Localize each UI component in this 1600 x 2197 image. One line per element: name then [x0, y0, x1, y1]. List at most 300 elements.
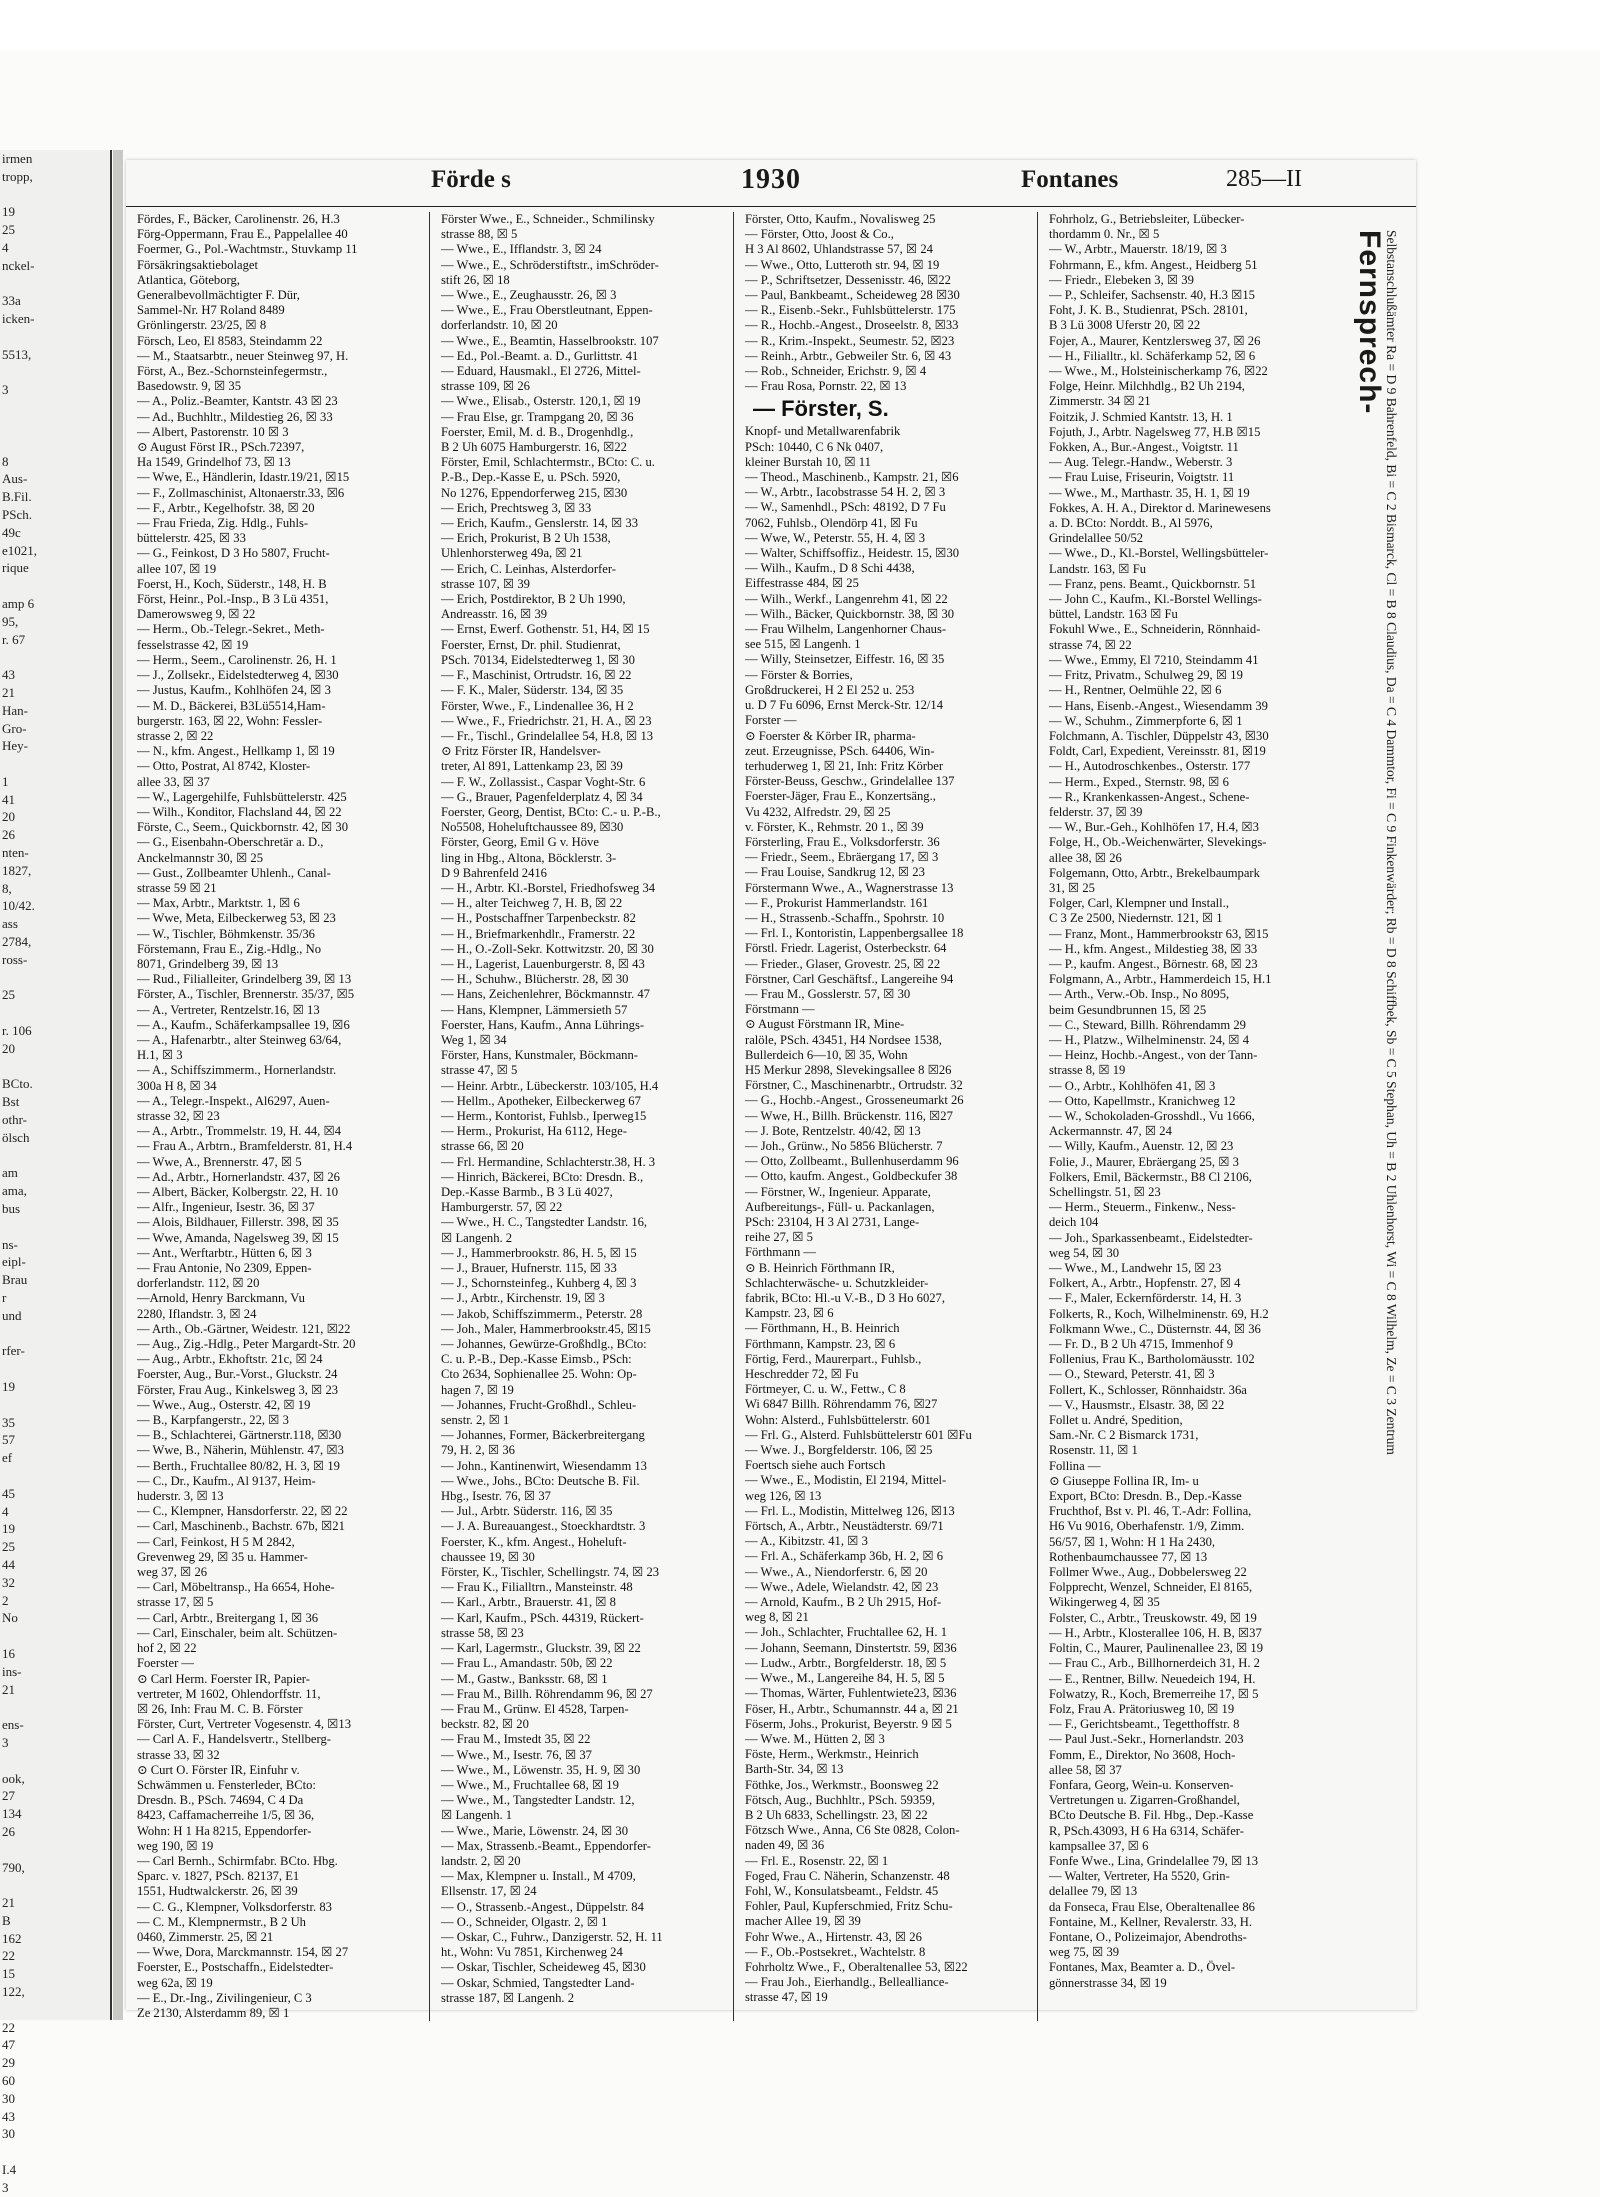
- header-first-entry: Förde s: [431, 166, 511, 193]
- directory-entry-line: Vertretungen u. Zigarren-Großhandel,: [1049, 1793, 1240, 1808]
- previous-page-fragment: [0, 577, 110, 595]
- directory-entry-line: — Arth., Verw.-Ob. Insp., No 8095,: [1049, 987, 1230, 1002]
- directory-entry-line: Foerster, Ernst, Dr. phil. Studienrat,: [441, 637, 621, 652]
- directory-entry-line: — Oskar, C., Fuhrw., Danzigerstr. 52, H. 11: [441, 1929, 663, 1944]
- directory-entry-line: — Förster, S.: [753, 396, 889, 422]
- directory-entry-line: dorferlandstr. 112, ☒ 20: [137, 1276, 260, 1291]
- directory-entry-line: — Wwe., E., Zeughausstr. 26, ☒ 3: [441, 288, 617, 303]
- directory-entry-line: — Wwe., E., Frau Oberstleutnant, Eppen-: [441, 303, 653, 318]
- directory-entry-line: — H., Arbtr. Kl.-Borstel, Friedhofsweg 34: [441, 880, 656, 895]
- directory-entry-line: — W., Samenhdl., PSch: 48192, D 7 Fu: [745, 500, 946, 515]
- directory-entry-line: Förstl. Friedr. Lagerist, Osterbeckstr. 64: [745, 941, 947, 956]
- directory-entry-line: — Frl. Hermandine, Schlachterstr.38, H. 3: [441, 1154, 656, 1169]
- directory-entry-line: — Aug., Zig.-Hdlg., Peter Margardt-Str. 20: [137, 1337, 356, 1352]
- previous-page-fragment: ns-: [2, 1236, 18, 1252]
- directory-entry-line: Sam.-Nr. C 2 Bismarck 1731,: [1049, 1428, 1199, 1443]
- directory-entry-line: Bullerdeich 6—10, ☒ 35, Wohn: [745, 1047, 908, 1062]
- directory-entry-line: allee 33, ☒ 37: [137, 774, 210, 789]
- directory-entry-line: — Hinrich, Bäckerei, BCto: Dresdn. B.,: [441, 1169, 644, 1184]
- directory-entry-line: weg 126, ☒ 13: [745, 1488, 822, 1503]
- directory-entry-line: ht., Wohn: Vu 7851, Kirchenweg 24: [441, 1945, 623, 1960]
- directory-entry-line: — H., Arbtr., Klosterallee 106, H. B, ☒37: [1049, 1625, 1262, 1640]
- directory-entry-line: — Alfr., Ingenieur, Isestr. 36, ☒ 37: [137, 1200, 315, 1215]
- previous-page-fragment: 134: [2, 1806, 22, 1822]
- directory-entry-line: — Herm., Steuerm., Finkenw., Ness-: [1049, 1200, 1236, 1215]
- directory-entry-line: — Wwe., M., Landwehr 15, ☒ 23: [1049, 1261, 1222, 1276]
- directory-entry-line: Foged, Frau C. Näherin, Schanzenstr. 48: [745, 1868, 950, 1883]
- directory-entry-line: Försch, Leo, El 8583, Steindamm 22: [137, 333, 323, 348]
- directory-entry-line: Föserm, Johs., Prokurist, Beyerstr. 9 ☒ 5: [745, 1716, 952, 1731]
- directory-entry-line: Förstmann —: [745, 1002, 815, 1017]
- directory-entry-line: Ellsenstr. 17, ☒ 24: [441, 1884, 537, 1899]
- previous-page-fragment: 8,: [2, 880, 12, 896]
- directory-entry-line: Follert, K., Schlosser, Rönnhaidstr. 36a: [1049, 1382, 1247, 1397]
- previous-page-fragment: 25: [2, 1539, 15, 1555]
- directory-entry-line: — John., Kantinenwirt, Wiesendamm 13: [441, 1458, 647, 1473]
- directory-entry-line: — R., Eisenb.-Sekr., Fuhlsbüttelerstr. 175: [745, 303, 956, 318]
- directory-entry-line: — Carl Bernh., Schirmfabr. BCto. Hbg.: [137, 1853, 338, 1868]
- directory-entry-line: — H., Postschaffner Tarpenbeckstr. 82: [441, 911, 636, 926]
- directory-entry-line: — G., Eisenbahn-Oberschretär a. D.,: [137, 835, 324, 850]
- page-header: [126, 160, 1416, 207]
- directory-entry-line: C 3 Ze 2500, Niedernstr. 121, ☒ 1: [1049, 911, 1223, 926]
- directory-entry-line: — Alois, Bildhauer, Fillerstr. 398, ☒ 35: [137, 1215, 339, 1230]
- previous-page-fragment: 20: [2, 809, 15, 825]
- directory-entry-line: P.-B., Dep.-Kasse E, u. PSch. 5920,: [441, 470, 621, 485]
- directory-entry-line: Förster, K., Tischler, Schellingstr. 74, ☒ 23: [441, 1565, 660, 1580]
- directory-entry-line: — H., Filialltr., kl. Schäferkamp 52, ☒ 6: [1049, 348, 1256, 363]
- directory-entry-line: — Wwe., Marie, Löwenstr. 24, ☒ 30: [441, 1823, 628, 1838]
- previous-page-fragment: Bst: [2, 1094, 20, 1110]
- previous-page-fragment: bus: [2, 1201, 21, 1217]
- directory-entry-line: — Frieder., Glaser, Grovestr. 25, ☒ 22: [745, 956, 941, 971]
- directory-entry-line: stift 26, ☒ 18: [441, 272, 510, 287]
- directory-entry-line: Sammel-Nr. H7 Roland 8489: [137, 303, 285, 318]
- directory-entry-line: — Wwe, A., Brennerstr. 47, ☒ 5: [137, 1154, 302, 1169]
- previous-page-fragment: e1021,: [2, 542, 38, 558]
- directory-entry-line: — Arnold, Kaufm., B 2 Uh 2915, Hof-: [745, 1595, 942, 1610]
- directory-entry-line: — Carl, Maschinenb., Bachstr. 67b, ☒21: [137, 1519, 345, 1534]
- previous-page-fragment: 21: [2, 1895, 15, 1911]
- previous-page-fragment: 25: [2, 222, 15, 238]
- previous-page-fragment: 790,: [2, 1859, 25, 1875]
- directory-entry-line: — Friedr., Elebeken 3, ☒ 39: [1049, 272, 1194, 287]
- directory-entry-line: — Ant., Werftarbtr., Hütten 6, ☒ 3: [137, 1245, 312, 1260]
- previous-page-fragment: [0, 1325, 110, 1343]
- directory-entry-line: H5 Merkur 2898, Slevekingsallee 8 ☒26: [745, 1062, 952, 1077]
- directory-entry-line: 0460, Zimmerstr. 25, ☒ 21: [137, 1929, 274, 1944]
- directory-entry-line: — J., Hammerbrookstr. 86, H. 5, ☒ 15: [441, 1245, 637, 1260]
- directory-entry-line: — Joh., Schlachter, Fruchtallee 62, H. 1: [745, 1625, 947, 1640]
- directory-entry-line: ⊙ August Först IR., PSch.72397,: [137, 440, 305, 455]
- previous-page-fragment: [0, 2143, 110, 2161]
- directory-entry-line: — W., Schokoladen-Grosshdl., Vu 1666,: [1049, 1108, 1255, 1123]
- directory-entry-line: — J. A. Bureauangest., Stoeckhardtstr. 3: [441, 1519, 646, 1534]
- directory-entry-line: — Friedr., Seem., Ebräergang 17, ☒ 3: [745, 850, 939, 865]
- directory-entry-line: — Otto, Kapellmstr., Kranichweg 12: [1049, 1093, 1236, 1108]
- directory-entry-line: Fohrmann, E., kfm. Angest., Heidberg 51: [1049, 257, 1258, 272]
- directory-entry-line: — F., Gerichtsbeamt., Tegetthoffstr. 8: [1049, 1717, 1240, 1732]
- directory-entry-line: Förster, Emil, Schlachtermstr., BCto: C. u.: [441, 455, 655, 470]
- previous-page-fragment: 45: [2, 1485, 15, 1501]
- previous-page-fragment: 19: [2, 204, 15, 220]
- directory-entry-line: — F., Arbtr., Kegelhofstr. 38, ☒ 20: [137, 500, 315, 515]
- directory-entry-line: Förster, Hans, Kunstmaler, Böckmann-: [441, 1048, 638, 1063]
- directory-entry-line: — O., Schneider, Olgastr. 2, ☒ 1: [441, 1914, 608, 1929]
- directory-entry-line: — H., O.-Zoll-Sekr. Kottwitzstr. 20, ☒ 30: [441, 941, 654, 956]
- previous-page-fragment: [0, 755, 110, 773]
- previous-page-fragment: 49c: [2, 524, 21, 540]
- previous-page-fragment: 19: [2, 1378, 15, 1394]
- directory-entry-line: — F., Ob.-Postsekret., Wachtelstr. 8: [745, 1944, 926, 1959]
- directory-entry-line: ⊙ Curt O. Förster IR, Einfuhr v.: [137, 1762, 300, 1777]
- directory-entry-line: Fohrholtz Wwe., F., Oberaltenallee 53, ☒22: [745, 1959, 968, 1974]
- previous-page-fragment: Brau: [2, 1272, 28, 1288]
- previous-page-fragment: 1827,: [2, 862, 32, 878]
- directory-entry-line: — Frl. G., Alsterd. Fuhlsbüttelerstr 601 ☒Fu: [745, 1427, 972, 1442]
- directory-entry-line: 56/57, ☒ 1, Wohn: H 1 Ha 2430,: [1049, 1534, 1216, 1549]
- directory-entry-line: Fokkes, A. H. A., Direktor d. Marinewesens: [1049, 500, 1271, 515]
- directory-entry-line: Export, BCto: Dresdn. B., Dep.-Kasse: [1049, 1489, 1242, 1504]
- scan-margin: [0, 0, 1600, 50]
- directory-entry-line: Schlachterwäsche- u. Schutzkleider-: [745, 1275, 929, 1290]
- directory-entry-line: Förster, A., Tischler, Brennerstr. 35/37, ☒5: [137, 987, 355, 1002]
- directory-entry-line: Föste, Herm., Werkmstr., Heinrich: [745, 1747, 919, 1762]
- previous-page-fragment: nckel-: [2, 257, 35, 273]
- directory-entry-line: ⊙ Foerster & Körber IR, pharma-: [745, 728, 916, 743]
- directory-entry-line: — P., Schleifer, Sachsenstr. 40, H.3 ☒15: [1049, 288, 1255, 303]
- previous-page-fragment: [0, 1360, 110, 1378]
- directory-entry-line: see 515, ☒ Langenh. 1: [745, 637, 861, 652]
- directory-entry-line: weg 190, ☒ 19: [137, 1838, 214, 1853]
- directory-entry-line: H.1, ☒ 3: [137, 1048, 183, 1063]
- side-legend-title: Fernsprech-: [1353, 230, 1386, 415]
- previous-page-fragment: [0, 1841, 110, 1859]
- directory-entry-line: — Willy, Steinsetzer, Eiffestr. 16, ☒ 35: [745, 652, 945, 667]
- directory-entry-line: — H., alter Teichweg 7, H. B, ☒ 22: [441, 896, 623, 911]
- directory-entry-line: — Carl, Möbeltransp., Ha 6654, Hohe-: [137, 1580, 335, 1595]
- directory-entry-line: weg 8, ☒ 21: [745, 1610, 809, 1625]
- directory-entry-line: — Karl., Arbtr., Brauerstr. 41, ☒ 8: [441, 1595, 616, 1610]
- directory-entry-line: — Frau A., Arbtrn., Bramfelderstr. 81, H.4: [137, 1139, 353, 1154]
- directory-entry-line: büttelerstr. 425, ☒ 33: [137, 531, 246, 546]
- directory-entry-line: — A., Vertreter, Rentzelstr.16, ☒ 13: [137, 1002, 320, 1017]
- directory-entry-line: — Ludw., Arbtr., Borgfelderstr. 18, ☒ 5: [745, 1655, 947, 1670]
- previous-page-fragment: 22: [2, 2019, 15, 2035]
- directory-entry-line: Förstemann, Frau E., Zig.-Hdlg., No: [137, 941, 321, 956]
- directory-entry-line: Basedowstr. 9, ☒ 35: [137, 379, 241, 394]
- directory-entry-line: Weg 1, ☒ 34: [441, 1032, 507, 1047]
- directory-entry-line: — C., Dr., Kaufm., Al 9137, Heim-: [137, 1473, 316, 1488]
- directory-entry-line: — Paul Just.-Sekr., Hornerlandstr. 203: [1049, 1732, 1244, 1747]
- directory-entry-line: — Wwe, H., Billh. Brückenstr. 116, ☒27: [745, 1108, 953, 1123]
- directory-entry-line: Folge, Heinr. Milchhdlg., B2 Uh 2194,: [1049, 379, 1245, 394]
- previous-page-fragment: 21: [2, 1681, 15, 1697]
- directory-entry-line: Wohn: Alsterd., Fuhlsbüttelerstr. 601: [745, 1412, 931, 1427]
- directory-entry-line: — Wwe., M., Marthastr. 35, H. 1, ☒ 19: [1049, 485, 1250, 500]
- directory-entry-line: Folgemann, Otto, Arbtr., Brekelbaumpark: [1049, 865, 1260, 880]
- directory-entry-line: — A., Telegr.-Inspekt., Al6297, Auen-: [137, 1093, 330, 1108]
- directory-entry-line: — Aug. Telegr.-Handw., Weberstr. 3: [1049, 455, 1233, 470]
- directory-entry-line: Fojuth, J., Arbtr. Nagelsweg 77, H.B ☒15: [1049, 424, 1261, 439]
- directory-entry-line: Först, Heinr., Pol.-Insp., B 3 Lü 4351,: [137, 592, 329, 607]
- directory-entry-line: — Willy, Kaufm., Auenstr. 12, ☒ 23: [1049, 1139, 1234, 1154]
- directory-entry-line: — Wilh., Werkf., Langenrehm 41, ☒ 22: [745, 591, 948, 606]
- directory-entry-line: Foerster, Emil, M. d. B., Drogenhdlg.,: [441, 424, 634, 439]
- directory-entry-line: Follet u. André, Spedition,: [1049, 1413, 1183, 1428]
- directory-entry-line: D 9 Bahrenfeld 2416: [441, 865, 547, 880]
- previous-page-fragment: r. 106: [2, 1023, 32, 1039]
- directory-entry-line: Wi 6847 Billh. Röhrendamm 76, ☒27: [745, 1397, 938, 1412]
- directory-column-4: [1044, 212, 1342, 2021]
- directory-entry-line: 8423, Caffamacherreihe 1/5, ☒ 36,: [137, 1808, 315, 1823]
- directory-entry-line: — G., Hochb.-Angest., Grosseneumarkt 26: [745, 1093, 964, 1108]
- previous-page-fragment: 8: [2, 453, 9, 469]
- directory-entry-line: — Wwe., Emmy, El 7210, Steindamm 41: [1049, 652, 1259, 667]
- directory-entry-line: strasse 33, ☒ 32: [137, 1747, 220, 1762]
- directory-entry-line: Landstr. 163, ☒ Fu: [1049, 561, 1146, 576]
- directory-entry-line: Folie, J., Maurer, Ebräergang 25, ☒ 3: [1049, 1154, 1239, 1169]
- directory-entry-line: weg 37, ☒ 26: [137, 1565, 208, 1580]
- directory-entry-line: strasse 58, ☒ 23: [441, 1625, 524, 1640]
- directory-entry-line: fabrik, BCto: Hl.-u V.-B., D 3 Ho 6027,: [745, 1291, 945, 1306]
- directory-entry-line: Förster, Frau Aug., Kinkelsweg 3, ☒ 23: [137, 1382, 339, 1397]
- directory-entry-line: beckstr. 82, ☒ 20: [441, 1717, 529, 1732]
- directory-entry-line: Fötzsch Wwe., Anna, C6 Ste 0828, Colon-: [745, 1823, 960, 1838]
- directory-entry-line: — Wwe, Dora, Marckmannstr. 154, ☒ 27: [137, 1945, 349, 1960]
- directory-entry-line: Andreasstr. 16, ☒ 39: [441, 607, 548, 622]
- directory-entry-line: — Förthmann, H., B. Heinrich: [745, 1321, 900, 1336]
- directory-entry-line: — Wilh., Bäcker, Quickbornstr. 38, ☒ 30: [745, 606, 955, 621]
- previous-page-fragment: [0, 186, 110, 204]
- directory-entry-line: ☒ Langenh. 1: [441, 1808, 513, 1823]
- previous-page-fragment: Hey-: [2, 738, 28, 754]
- directory-entry-line: — Wwe., M., Tangstedter Landstr. 12,: [441, 1793, 635, 1808]
- previous-page-fragment: [0, 1876, 110, 1894]
- directory-entry-line: Förster, Georg, Emil G v. Höve: [441, 835, 599, 850]
- previous-page-fragment: Gro-: [2, 720, 27, 736]
- previous-page-fragment: 44: [2, 1556, 15, 1572]
- directory-entry-line: Anckelmannstr 30, ☒ 25: [137, 850, 264, 865]
- directory-entry-line: — W., Arbtr., Iacobstrasse 54 H. 2, ☒ 3: [745, 485, 946, 500]
- previous-page-fragment: 47: [2, 2037, 15, 2053]
- directory-entry-line: Folger, Carl, Klempner und Install.,: [1049, 896, 1229, 911]
- directory-entry-line: Fontanes, Max, Beamter a. D., Övel-: [1049, 1960, 1236, 1975]
- previous-page-fragment: 4: [2, 1503, 9, 1519]
- directory-entry-line: — Herm., Kontorist, Fuhlsb., Iperweg15: [441, 1108, 647, 1123]
- previous-page-fragment: [0, 1396, 110, 1414]
- directory-entry-line: PSch. 70134, Eidelstedterweg 1, ☒ 30: [441, 652, 635, 667]
- directory-entry-line: Fojer, A., Maurer, Kentzlersweg 37, ☒ 26: [1049, 333, 1261, 348]
- directory-entry-line: 7062, Fuhlsb., Olendörp 41, ☒ Fu: [745, 515, 918, 530]
- directory-entry-line: — Hans, Eisenb.-Angest., Wiesendamm 39: [1049, 698, 1268, 713]
- directory-entry-line: 1551, Hudtwalckerstr. 26, ☒ 39: [137, 1884, 298, 1899]
- previous-page-fragment: 4: [2, 239, 9, 255]
- directory-entry-line: — A., Schiffszimmerm., Hornerlandstr.: [137, 1063, 337, 1078]
- previous-page-fragment: am: [2, 1165, 18, 1181]
- previous-page-fragment: [0, 1147, 110, 1165]
- directory-entry-line: — R., Krankenkassen-Angest., Schene-: [1049, 789, 1250, 804]
- directory-entry-line: — R., Hochb.-Angest., Droseelstr. 8, ☒33: [745, 318, 959, 333]
- directory-entry-line: strasse 32, ☒ 23: [137, 1108, 220, 1123]
- previous-page-fragment: rique: [2, 560, 29, 576]
- directory-entry-line: Foerst, H., Koch, Süderstr., 148, H. B: [137, 576, 327, 591]
- directory-entry-line: strasse 8, ☒ 19: [1049, 1063, 1126, 1078]
- directory-entry-line: Foerster-Jäger, Frau E., Konzertsäng.,: [745, 789, 936, 804]
- directory-entry-line: ⊙ August Förstmann IR, Mine-: [745, 1017, 905, 1032]
- directory-entry-line: — Otto, Zollbeamt., Bullenhuserdamm 96: [745, 1154, 959, 1169]
- directory-entry-line: Grindelallee 50/52: [1049, 531, 1144, 546]
- previous-page-fragment: 15: [2, 1966, 15, 1982]
- directory-entry-line: — F. K., Maler, Süderstr. 134, ☒ 35: [441, 683, 624, 698]
- previous-page-fragment: 30: [2, 2090, 15, 2106]
- directory-entry-line: — F., Maler, Eckernförderstr. 14, H. 3: [1049, 1291, 1242, 1306]
- directory-entry-line: — Wwe., M., Isestr. 76, ☒ 37: [441, 1747, 592, 1762]
- directory-entry-line: B 2 Uh 6833, Schellingstr. 23, ☒ 22: [745, 1807, 928, 1822]
- directory-entry-line: — Wwe., E., Beamtin, Hasselbrookstr. 107: [441, 333, 659, 348]
- previous-page-fragment: 3: [2, 1734, 9, 1750]
- previous-page-fragment: [0, 1004, 110, 1022]
- directory-entry-line: strasse 109, ☒ 26: [441, 379, 530, 394]
- directory-entry-line: Uhlenhorsterweg 49a, ☒ 21: [441, 546, 583, 561]
- directory-entry-line: — John C., Kaufm., Kl.-Borstel Wellings-: [1049, 592, 1262, 607]
- directory-entry-line: — Walter, Vertreter, Ha 5520, Grin-: [1049, 1869, 1230, 1884]
- directory-entry-line: Foltin, C., Maurer, Paulinenallee 23, ☒ 19: [1049, 1641, 1264, 1656]
- previous-page-fragment: 30: [2, 2126, 15, 2142]
- directory-entry-line: strasse 47, ☒ 19: [745, 1990, 828, 2005]
- previous-page-fragment: [0, 435, 110, 453]
- previous-page-fragment: tropp,: [2, 168, 33, 184]
- directory-entry-line: — Hans, Zeichenlehrer, Böckmannstr. 47: [441, 987, 650, 1002]
- directory-entry-line: — W., Tischler, Böhmkenstr. 35/36: [137, 926, 315, 941]
- previous-page-fragment: Han-: [2, 702, 28, 718]
- directory-entry-line: Cto 2634, Sophienallee 25. Wohn: Op-: [441, 1367, 637, 1382]
- directory-entry-line: Follmer Wwe., Aug., Dobbelersweg 22: [1049, 1565, 1247, 1580]
- previous-page-fragment: 43: [2, 2108, 15, 2124]
- directory-entry-line: — O., Arbtr., Kohlhöfen 41, ☒ 3: [1049, 1078, 1216, 1093]
- directory-entry-line: — F., Zollmaschinist, Altonaerstr.33, ☒6: [137, 485, 345, 500]
- previous-page-fragment: [0, 1058, 110, 1076]
- directory-entry-line: — Carl, Einschaler, beim alt. Schützen-: [137, 1625, 338, 1640]
- previous-page-fragment: [0, 1467, 110, 1485]
- previous-page-fragment: [0, 275, 110, 293]
- directory-entry-line: dorferlandstr. 10, ☒ 20: [441, 318, 558, 333]
- previous-page-fragment: r. 67: [2, 631, 26, 647]
- directory-entry-line: — Johann, Seemann, Dinstertstr. 59, ☒36: [745, 1640, 957, 1655]
- directory-entry-line: — Oskar, Tischler, Scheideweg 45, ☒30: [441, 1960, 646, 1975]
- previous-page-fragment: 35: [2, 1414, 15, 1430]
- directory-entry-line: — Hans, Klempner, Lämmersieth 57: [441, 1002, 628, 1017]
- directory-entry-line: hof 2, ☒ 22: [137, 1641, 197, 1656]
- previous-page-fragment: 33a: [2, 293, 21, 309]
- directory-entry-line: — Frau M., Grünw. El 4528, Tarpen-: [441, 1701, 629, 1716]
- directory-entry-line: — B., Karpfangerstr., 22, ☒ 3: [137, 1413, 289, 1428]
- previous-page-fragment: rfer-: [2, 1343, 25, 1359]
- directory-entry-line: — Wwe., Johs., BCto: Deutsche B. Fil.: [441, 1473, 640, 1488]
- directory-entry-line: Fohr Wwe., A., Hirtenstr. 43, ☒ 26: [745, 1929, 922, 1944]
- previous-page-fragment: 2: [2, 1592, 9, 1608]
- directory-entry-line: Fokuhl Wwe., E., Schneiderin, Rönnhaid-: [1049, 622, 1261, 637]
- directory-entry-line: — Ed., Pol.-Beamt. a. D., Gurlittstr. 41: [441, 348, 639, 363]
- directory-entry-line: strasse 47, ☒ 5: [441, 1063, 518, 1078]
- directory-entry-line: Heschredder 72, ☒ Fu: [745, 1367, 859, 1382]
- directory-entry-line: — H., Autodroschkenbes., Osterstr. 177: [1049, 759, 1251, 774]
- directory-entry-line: Grönlingerstr. 23/25, ☒ 8: [137, 318, 267, 333]
- directory-entry-line: — A., Poliz.-Beamter, Kantstr. 43 ☒ 23: [137, 394, 338, 409]
- directory-entry-line: Förstner, C., Maschinenarbtr., Ortrudstr. 32: [745, 1078, 963, 1093]
- directory-entry-line: Fontaine, M., Kellner, Revalerstr. 33, H.: [1049, 1914, 1253, 1929]
- previous-page-fragment: ins-: [2, 1663, 22, 1679]
- previous-page-fragment: und: [2, 1307, 22, 1323]
- directory-entry-line: — Frau Louise, Sandkrug 12, ☒ 23: [745, 865, 925, 880]
- directory-entry-line: — Max, Strassenb.-Beamt., Eppendorfer-: [441, 1838, 651, 1853]
- directory-entry-line: — Erich, Prokurist, B 2 Uh 1538,: [441, 531, 611, 546]
- directory-entry-line: — Wwe, W., Peterstr. 55, H. 4, ☒ 3: [745, 530, 926, 545]
- header-year: 1930: [741, 164, 801, 195]
- directory-entry-line: naden 49, ☒ 36: [745, 1838, 825, 1853]
- previous-page-fragment: ama,: [2, 1183, 27, 1199]
- directory-entry-line: — C. G., Klempner, Volksdorferstr. 83: [137, 1899, 332, 1914]
- previous-page-fragment: [0, 1698, 110, 1716]
- directory-entry-line: Förster, Wwe., F., Lindenallee 36, H 2: [441, 698, 634, 713]
- directory-entry-line: — J., Schornsteinfeg., Kuhberg 4, ☒ 3: [441, 1276, 637, 1291]
- directory-entry-line: v. Förster, K., Rehmstr. 20 1., ☒ 39: [745, 819, 924, 834]
- directory-entry-line: — J., Zollsekr., Eidelstedterweg 4, ☒30: [137, 668, 339, 683]
- directory-entry-line: allee 38, ☒ 26: [1049, 850, 1122, 865]
- directory-entry-line: — Wilh., Kaufm., D 8 Schi 4438,: [745, 561, 915, 576]
- directory-entry-line: — Wwe, B., Näherin, Mühlenstr. 47, ☒3: [137, 1443, 344, 1458]
- directory-entry-line: Foerster, K., kfm. Angest., Hoheluft-: [441, 1534, 627, 1549]
- directory-entry-line: Folz, Frau A. Prätoriusweg 10, ☒ 19: [1049, 1701, 1235, 1716]
- directory-entry-line: — Frau C., Arb., Billhornerdeich 31, H. 2: [1049, 1656, 1260, 1671]
- directory-entry-line: Knopf- und Metallwarenfabrik: [745, 424, 901, 439]
- directory-entry-line: treter, Al 891, Lattenkamp 23, ☒ 39: [441, 759, 623, 774]
- directory-entry-line: Grevenweg 29, ☒ 35 u. Hammer-: [137, 1549, 308, 1564]
- directory-entry-line: No5508, Hoheluftchaussee 89, ☒30: [441, 820, 624, 835]
- directory-entry-line: — J., Arbtr., Kirchenstr. 19, ☒ 3: [441, 1291, 605, 1306]
- previous-page-fragment: [0, 1752, 110, 1770]
- previous-page-fragment: 25: [2, 987, 15, 1003]
- previous-page-fragment: [0, 648, 110, 666]
- directory-entry-line: — Frau Joh., Eierhandlg., Bellealliance-: [745, 1975, 949, 1990]
- directory-entry-line: — Frau M., Gosslerstr. 57, ☒ 30: [745, 986, 911, 1001]
- directory-entry-line: — Jakob, Schiffszimmerm., Peterstr. 28: [441, 1306, 643, 1321]
- directory-entry-line: Fonfe Wwe., Lina, Grindelallee 79, ☒ 13: [1049, 1853, 1259, 1868]
- previous-page-fragment: I.4: [2, 2162, 17, 2178]
- directory-entry-line: — Förster, Otto, Joost & Co.,: [745, 227, 894, 242]
- directory-entry-line: — Aug., Arbtr., Ekhoftstr. 21c, ☒ 24: [137, 1352, 323, 1367]
- directory-entry-line: Foerster —: [137, 1656, 195, 1671]
- directory-entry-line: Wikingerweg 4, ☒ 35: [1049, 1595, 1160, 1610]
- directory-entry-line: — Karl, Lagermstr., Gluckstr. 39, ☒ 22: [441, 1641, 641, 1656]
- directory-entry-line: — Wwe., M., Holsteinischerkamp 76, ☒22: [1049, 364, 1268, 379]
- directory-entry-line: weg 75, ☒ 39: [1049, 1945, 1120, 1960]
- directory-entry-line: 2280, Iflandstr. 3, ☒ 24: [137, 1306, 257, 1321]
- directory-entry-line: terhuderweg 1, ☒ 21, Inh: Fritz Körber: [745, 758, 944, 773]
- directory-entry-line: Rothenbaumchaussee 77, ☒ 13: [1049, 1549, 1208, 1564]
- directory-entry-line: — Fr. D., B 2 Uh 4715, Immenhof 9: [1049, 1337, 1234, 1352]
- directory-entry-line: Atlantica, Göteborg,: [137, 272, 240, 287]
- directory-entry-line: — Wwe., M., Löwenstr. 35, H. 9, ☒ 30: [441, 1762, 641, 1777]
- previous-page-fragment: 32: [2, 1574, 15, 1590]
- directory-entry-line: Kampstr. 23, ☒ 6: [745, 1306, 834, 1321]
- directory-entry-line: — H., Lagerist, Lauenburgerstr. 8, ☒ 43: [441, 956, 645, 971]
- directory-entry-line: chaussee 19, ☒ 30: [441, 1549, 535, 1564]
- directory-entry-line: Fontane, O., Polizeimajor, Abendroths-: [1049, 1929, 1247, 1944]
- directory-entry-line: — Justus, Kaufm., Kohlhöfen 24, ☒ 3: [137, 683, 331, 698]
- directory-entry-line: Fohler, Paul, Kupferschmied, Fritz Schu-: [745, 1899, 953, 1914]
- directory-entry-line: Försterling, Frau E., Volksdorferstr. 36: [745, 834, 940, 849]
